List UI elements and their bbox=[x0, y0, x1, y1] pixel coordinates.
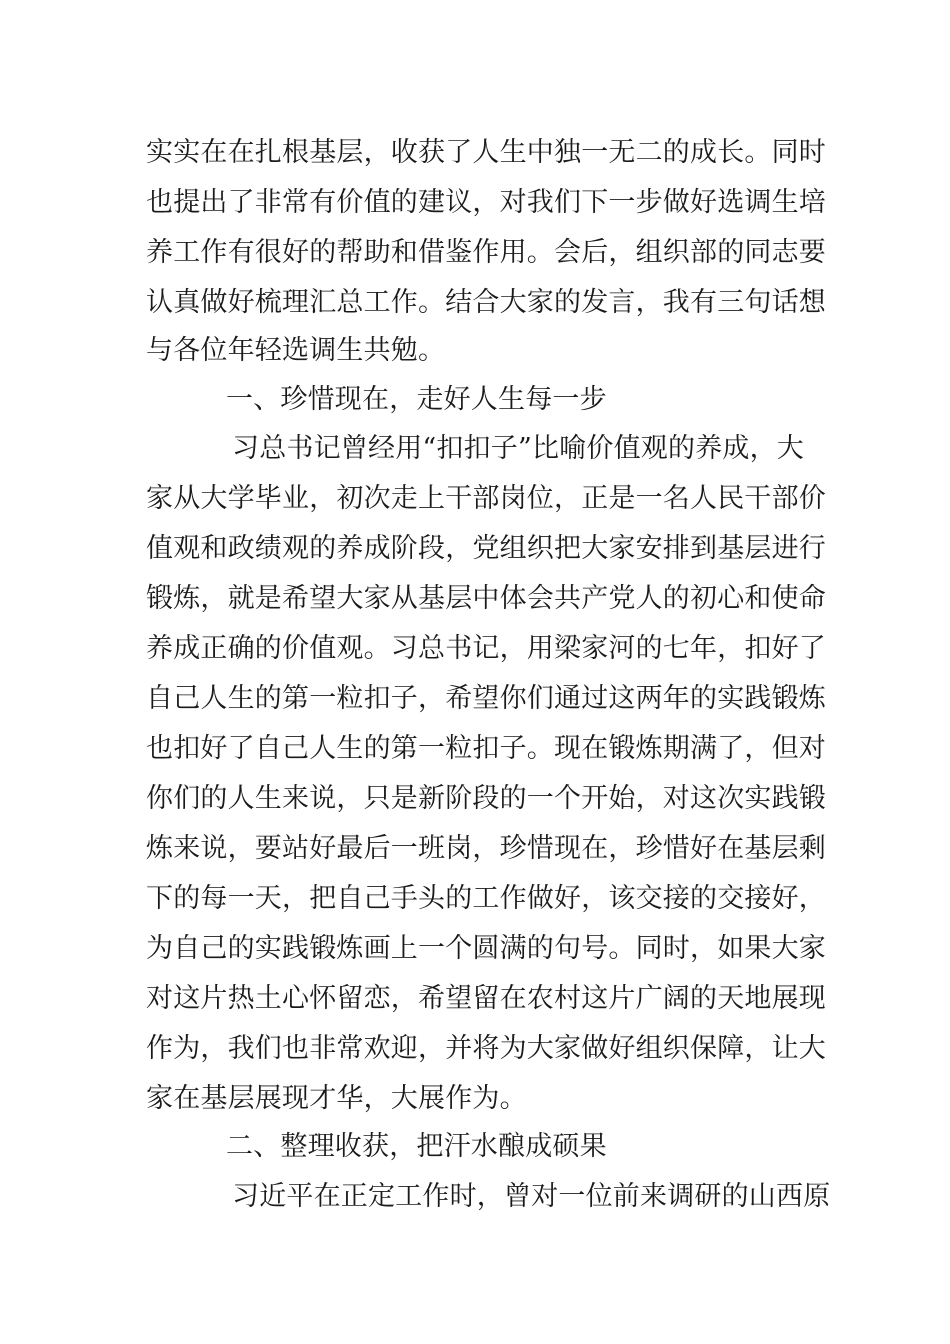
paragraph-line: 养工作有很好的帮助和借鉴作用。会后，组织部的同志要 bbox=[146, 237, 826, 268]
paragraph-line: 作为，我们也非常欢迎，并将为大家做好组织保障，让大 bbox=[146, 1033, 826, 1064]
paragraph-line: 家在基层展现才华，大展作为。 bbox=[146, 1083, 527, 1114]
paragraph-line: 对这片热土心怀留恋，希望留在农村这片广阔的天地展现 bbox=[146, 983, 826, 1014]
paragraph-line: 值观和政绩观的养成阶段，党组织把大家安排到基层进行 bbox=[146, 533, 826, 564]
paragraph-line: 习总书记曾经用“扣扣子”比喻价值观的养成，大 bbox=[232, 433, 805, 464]
paragraph-line: 下的每一天，把自己手头的工作做好，该交接的交接好， bbox=[146, 883, 826, 914]
paragraph-line: 你们的人生来说，只是新阶段的一个开始，对这次实践锻 bbox=[146, 783, 826, 814]
section-heading-2: 二、整理收获，把汗水酿成硕果 bbox=[226, 1131, 607, 1162]
paragraph-line: 习近平在正定工作时，曾对一位前来调研的山西原 bbox=[232, 1181, 831, 1212]
paragraph-line: 与各位年轻选调生共勉。 bbox=[146, 335, 446, 366]
paragraph-line: 自己人生的第一粒扣子，希望你们通过这两年的实践锻炼 bbox=[146, 683, 826, 714]
paragraph-line: 锻炼，就是希望大家从基层中体会共产党人的初心和使命 bbox=[146, 583, 826, 614]
paragraph-line: 也扣好了自己人生的第一粒扣子。现在锻炼期满了，但对 bbox=[146, 733, 826, 764]
section-heading-1: 一、珍惜现在，走好人生每一步 bbox=[226, 384, 607, 415]
paragraph-line: 养成正确的价值观。习总书记，用梁家河的七年，扣好了 bbox=[146, 633, 826, 664]
paragraph-line: 实实在在扎根基层，收获了人生中独一无二的成长。同时 bbox=[146, 137, 826, 168]
paragraph-line: 家从大学毕业，初次走上干部岗位，正是一名人民干部价 bbox=[146, 483, 826, 514]
paragraph-line: 炼来说，要站好最后一班岗，珍惜现在，珍惜好在基层剩 bbox=[146, 833, 826, 864]
paragraph-line: 认真做好梳理汇总工作。结合大家的发言，我有三句话想 bbox=[146, 287, 826, 318]
paragraph-line: 也提出了非常有价值的建议，对我们下一步做好选调生培 bbox=[146, 187, 826, 218]
paragraph-line: 为自己的实践锻炼画上一个圆满的句号。同时，如果大家 bbox=[146, 933, 826, 964]
